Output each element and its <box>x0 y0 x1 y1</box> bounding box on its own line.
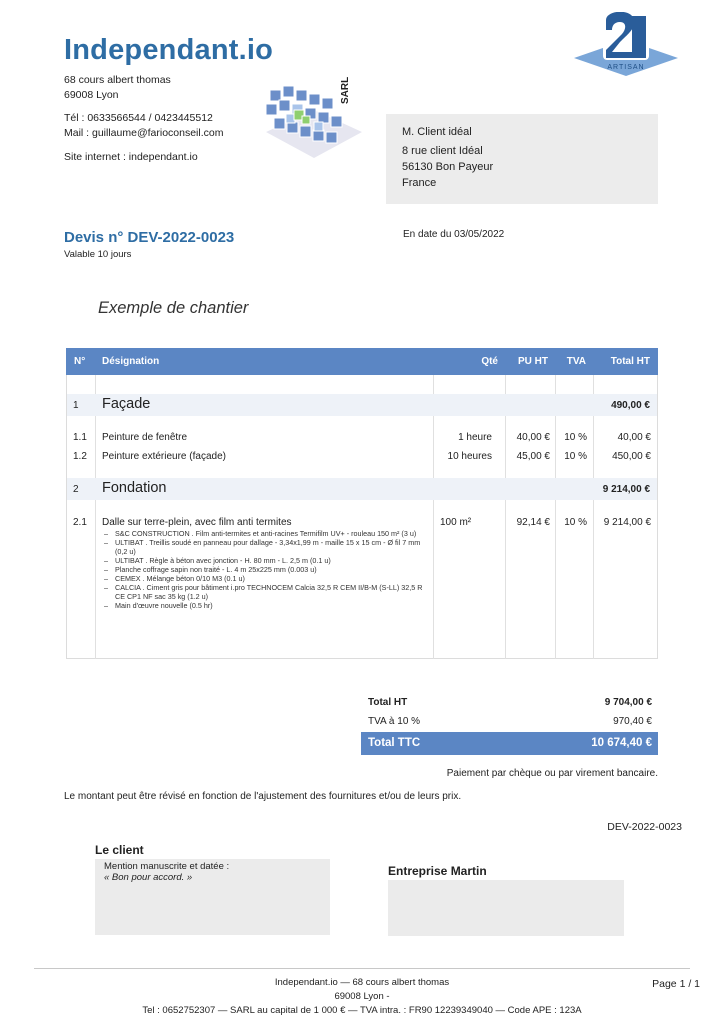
row-pu: 40,00 € <box>516 432 550 443</box>
row-qty: 1 heure <box>458 432 492 443</box>
row-qty: 100 m² <box>440 517 472 528</box>
row-tva: 10 % <box>564 517 587 528</box>
company-phone: Tél : 0633566544 / 0423445512 <box>64 112 213 124</box>
company-signature-label: Entreprise Martin <box>388 864 487 878</box>
client-signature-label: Le client <box>95 843 144 857</box>
client-street: 8 rue client Idéal <box>402 145 483 157</box>
row-qty: 10 heures <box>447 451 492 462</box>
artisan-logo <box>572 12 680 76</box>
quote-title: Devis n° DEV-2022-0023 <box>64 229 235 246</box>
row-details <box>104 529 426 610</box>
client-city: 56130 Bon Payeur <box>402 161 494 173</box>
section-num: 2 <box>73 484 79 495</box>
row-tva: 10 % <box>564 451 587 462</box>
detail-item: – S&C CONSTRUCTION . Film anti-termites et anti-racines Termifilm UV+ - rouleau 150 m² (3 u) <box>104 529 426 538</box>
detail-item: – ULTIBAT . Treillis soudé en panneau pour dallage - 3,34x1,99 m - maille 15 x 15 cm - Ø fil 7 mm (0,2 u) <box>104 538 426 556</box>
row-tva: 10 % <box>564 432 587 443</box>
revision-note: Le montant peut être révisé en fonction de l'ajustement des fournitures et/ou de leurs prix. <box>64 791 462 802</box>
items-table-header <box>66 348 658 375</box>
section-num: 1 <box>73 400 79 411</box>
company-name: Independant.io <box>64 34 274 66</box>
footer-line1: Independant.io — 68 cours albert thomas <box>274 977 450 988</box>
company-mail: Mail : guillaume@farioconseil.com <box>64 127 224 139</box>
company-website: Site internet : independant.io <box>64 151 198 163</box>
section-row-fondation <box>67 478 657 500</box>
project-title: Exemple de chantier <box>98 299 249 317</box>
row-designation: Peinture de fenêtre <box>102 432 188 443</box>
header-qty: Qté <box>481 356 498 367</box>
quote-validity: Valable 10 jours <box>64 249 132 260</box>
company-signature-box <box>388 880 624 936</box>
client-signature-box <box>95 859 330 935</box>
detail-item: – CALCIA . Ciment gris pour bâtiment i.pro TECHNOCEM Calcia 32,5 R CEM II/B-M (S-LL) 32,5 R CE CP1 NF sac 35 kg (1.2 u) <box>104 583 426 601</box>
footer-divider <box>34 968 690 969</box>
row-designation: Dalle sur terre-plein, avec film anti termites <box>102 517 292 528</box>
section-title: Fondation <box>102 480 167 496</box>
total-ht-label: Total HT <box>368 697 408 708</box>
tva-value: 970,40 € <box>613 716 652 727</box>
items-table <box>66 348 658 659</box>
header-num: N° <box>74 356 86 367</box>
row-total: 40,00 € <box>617 432 651 443</box>
page-number: Page 1 / 1 <box>652 978 700 990</box>
detail-item: – CEMEX . Mélange béton 0/10 M3 (0.1 u) <box>104 574 426 583</box>
tva-label: TVA à 10 % <box>368 716 421 727</box>
total-ht-value: 9 704,00 € <box>604 697 652 708</box>
client-mention-italic: « Bon pour accord. » <box>104 872 193 883</box>
row-designation: Peinture extérieure (façade) <box>102 451 226 462</box>
total-ttc-value: 10 674,40 € <box>591 737 652 749</box>
footer-line2: 69008 Lyon - <box>334 991 390 1002</box>
row-pu: 45,00 € <box>516 451 550 462</box>
section-title: Façade <box>102 396 151 412</box>
quote-date: En date du 03/05/2022 <box>403 229 505 240</box>
header-total: Total HT <box>610 356 650 367</box>
row-num: 1.2 <box>73 451 87 462</box>
section-total: 9 214,00 € <box>602 484 650 495</box>
artisan-logo-text: ARTISAN <box>607 64 645 71</box>
detail-item: – Planche coffrage sapin non traité - L. 4 m 25x225 mm (0.003 u) <box>104 565 426 574</box>
header-pu: PU HT <box>518 356 548 367</box>
row-num: 1.1 <box>73 432 87 443</box>
client-name: M. Client idéal <box>402 126 472 138</box>
sarl-logo <box>256 76 368 160</box>
row-total: 9 214,00 € <box>603 517 651 528</box>
total-ttc-label: Total TTC <box>368 737 421 749</box>
quote-reference: DEV-2022-0023 <box>607 821 682 833</box>
payment-note: Paiement par chèque ou par virement bancaire. <box>446 768 658 779</box>
row-num: 2.1 <box>73 517 87 528</box>
footer-line3: Tel : 0652752307 — SARL au capital de 1 000 € — TVA intra. : FR90 12239349040 — Code APE : 123A <box>142 1005 582 1016</box>
header-tva: TVA <box>566 356 586 367</box>
detail-item: – Main d'œuvre nouvelle (0.5 hr) <box>104 601 426 610</box>
company-address-line2: 69008 Lyon <box>64 89 119 101</box>
client-address-box <box>386 114 658 204</box>
header-designation: Désignation <box>102 356 160 367</box>
section-row-facade <box>67 394 657 416</box>
client-mention: Mention manuscrite et datée : <box>104 861 230 872</box>
row-pu: 92,14 € <box>516 517 550 528</box>
section-total: 490,00 € <box>611 400 650 411</box>
row-total: 450,00 € <box>612 451 651 462</box>
client-country: France <box>402 177 437 189</box>
sarl-logo-text: SARL <box>340 76 351 104</box>
company-address-line1: 68 cours albert thomas <box>64 74 171 86</box>
detail-item: – ULTIBAT . Règle à béton avec jonction - H. 80 mm - L. 2,5 m (0.1 u) <box>104 556 426 565</box>
